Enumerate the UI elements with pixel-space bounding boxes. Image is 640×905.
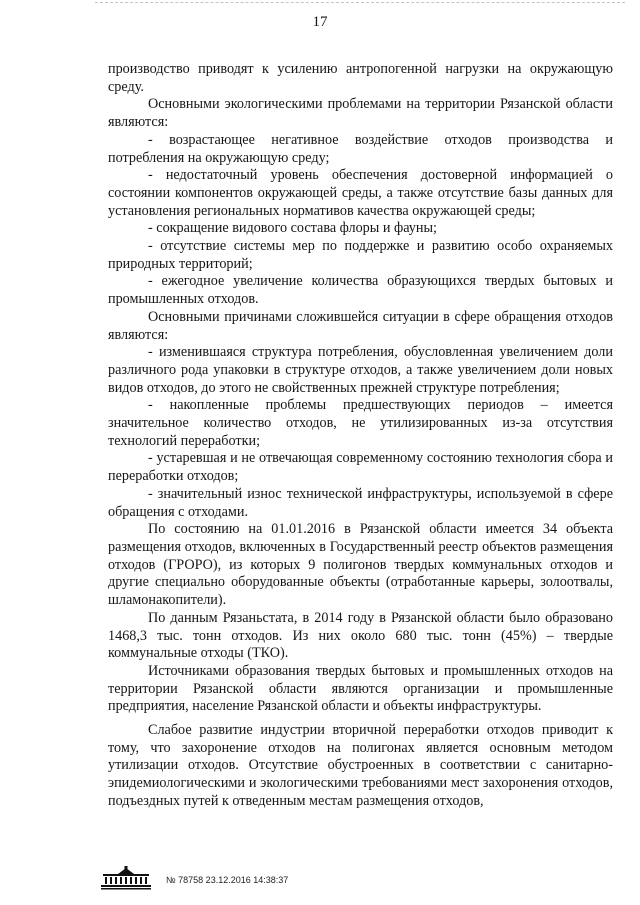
list-item: - устаревшая и не отвечающая современному состоянию технология сбора и переработки отходов; bbox=[108, 450, 613, 485]
paragraph: Основными причинами сложившейся ситуации в сфере обращения отходов являются: bbox=[108, 308, 613, 343]
registration-stamp: № 78758 23.12.2016 14:38:37 bbox=[166, 875, 289, 885]
list-item: - отсутствие системы мер по поддержке и развитию особо охраняемых природных территорий; bbox=[108, 238, 613, 272]
document-body bbox=[108, 61, 613, 811]
list-item: - возрастающее негативное воздействие отходов производства и потребления на окружающую среду; bbox=[108, 131, 613, 166]
top-scan-line bbox=[95, 2, 625, 3]
paragraph: По данным Рязаньстата, в 2014 году в Рязанской области было образовано 1468,3 тыс. тонн отходов. Из них около 680 тыс. тонн (45%) – твердые коммунальные отходы (ТКО). bbox=[108, 609, 613, 662]
paragraph: производство приводят к усилению антропогенной нагрузки на окружающую среду. bbox=[108, 61, 613, 95]
list-item: - сокращение видового состава флоры и фауны; bbox=[148, 220, 437, 237]
page-number: 17 bbox=[312, 14, 328, 30]
footer bbox=[100, 864, 420, 890]
government-building-icon bbox=[100, 866, 152, 890]
list-item: - недостаточный уровень обеспечения достоверной информацией о состоянии компонентов окружающей среды, а также отсутствие базы данных для установления региональных нормативов качества окружающей среды; bbox=[108, 167, 613, 219]
list-item: - значительный износ технической инфраструктуры, используемой в сфере обращения с отходами. bbox=[108, 485, 613, 520]
paragraph: Слабое развитие индустрии вторичной переработки отходов приводит к тому, что захоронение отходов на полигонах является основным методом утилизации отходов. Отсутствие обустроенных в соответствии с санитарно-эпидемиологическими и экологическими требованиями мест захоронения отходов, подъездных путей к отведенным местам размещения отходов, bbox=[108, 722, 613, 809]
paragraph: Источниками образования твердых бытовых и промышленных отходов на территории Рязанской области являются организации и промышленные предприятия, население Рязанской области и объекты инфраструктуры. bbox=[108, 662, 613, 715]
paragraph: Основными экологическими проблемами на территории Рязанской области являются: bbox=[108, 96, 613, 131]
list-item: - ежегодное увеличение количества образующихся твердых бытовых и промышленных отходов. bbox=[108, 273, 613, 308]
list-item: - накопленные проблемы предшествующих периодов – имеется значительное количество отходов, не утилизированных из-за отсутствия технологий переработки; bbox=[108, 397, 613, 449]
list-item: - изменившаяся структура потребления, обусловленная увеличением доли различного рода упаковки в структуре отходов, а также увеличением доли новых видов отходов, до этого не свойственных прежней структуре потребления; bbox=[108, 344, 613, 396]
paragraph: По состоянию на 01.01.2016 в Рязанской области имеется 34 объекта размещения отходов, включенных в Государственный реестр объектов размещения отходов (ГРОРО), из которых 9 полигонов твердых коммунальных отходов и другие специально оборудованные объекты (отработанные карьеры, золоотвалы, шламонакопители). bbox=[108, 521, 613, 609]
